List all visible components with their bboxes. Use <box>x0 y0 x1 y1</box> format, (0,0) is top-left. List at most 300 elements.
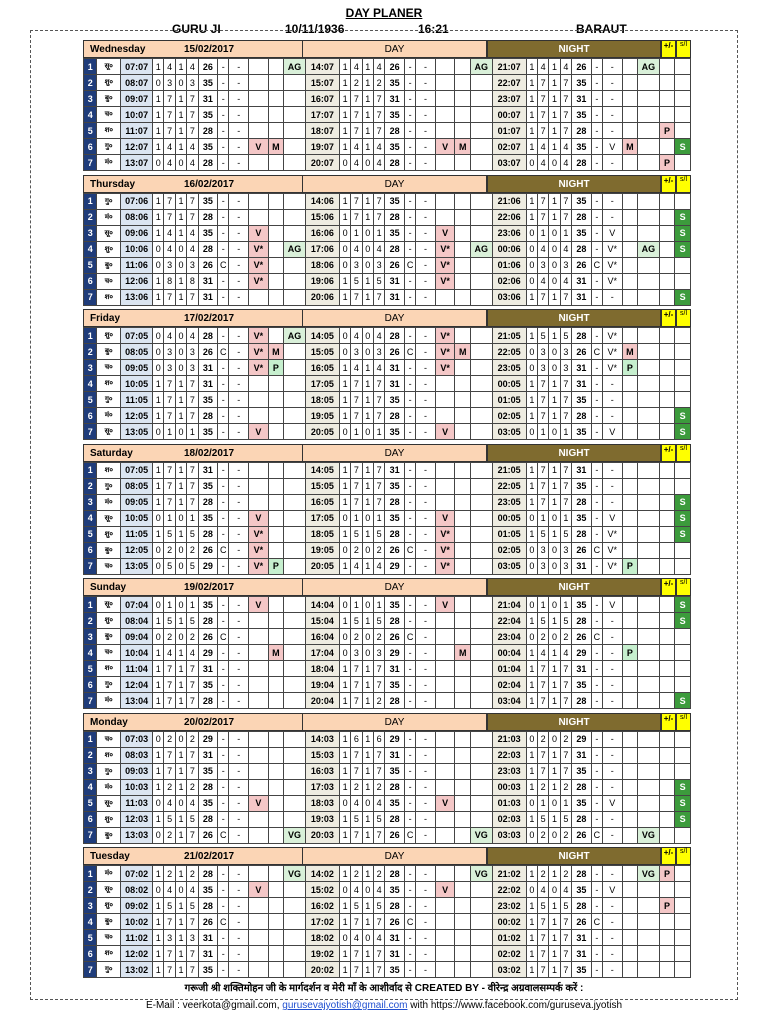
c3-mark: - <box>591 661 602 677</box>
v2-mark: - <box>416 107 436 123</box>
v2-flag <box>435 193 455 209</box>
hora-row <box>84 661 691 677</box>
side-label: s/l <box>676 40 691 58</box>
day-value: 1 <box>153 193 164 209</box>
day-value: 0 <box>153 360 164 376</box>
day-value: 0 <box>153 257 164 273</box>
night-value: 4 <box>538 241 549 257</box>
night-value: 31 <box>572 930 592 946</box>
v-flag <box>249 107 269 123</box>
c3-mark: - <box>591 193 602 209</box>
c-mark: - <box>218 59 229 75</box>
c3-mark: - <box>591 613 602 629</box>
day2-value: 26 <box>385 257 405 273</box>
side-cell: S <box>675 510 691 526</box>
v-mark: - <box>229 898 249 914</box>
plus-minus-cell <box>659 811 674 827</box>
m2-flag <box>455 763 470 779</box>
day-value: 7 <box>187 91 198 107</box>
row-number: 2 <box>84 613 97 629</box>
day-value: 35 <box>198 225 218 241</box>
day-value: 7 <box>187 693 198 709</box>
c-mark: C <box>218 344 229 360</box>
plus-minus-cell <box>659 328 674 344</box>
ag-flag <box>284 257 306 273</box>
hora-planet: सू० <box>97 225 121 241</box>
day-time-1: 12:07 <box>121 139 153 155</box>
day2-value: 0 <box>339 542 350 558</box>
day-value: 0 <box>175 75 186 91</box>
day2-value: 7 <box>373 827 384 843</box>
night-time: 21:04 <box>492 597 526 613</box>
v2-mark: - <box>416 898 436 914</box>
c-mark: - <box>218 597 229 613</box>
night-section-label: NIGHT <box>487 847 661 865</box>
v3-mark: - <box>603 914 623 930</box>
day-value: 7 <box>187 123 198 139</box>
day2-value: 0 <box>362 424 373 440</box>
row-number: 2 <box>84 344 97 360</box>
day2-value: 4 <box>373 59 384 75</box>
v3-mark: - <box>603 494 623 510</box>
day2-value: 31 <box>385 273 405 289</box>
day2-value: 35 <box>385 392 405 408</box>
day-time-2: 17:04 <box>305 645 339 661</box>
day-value: 4 <box>164 241 175 257</box>
ag-flag <box>284 558 306 574</box>
day-value: 1 <box>175 898 186 914</box>
c-mark: - <box>218 811 229 827</box>
day-value: 7 <box>187 661 198 677</box>
hora-row <box>84 811 691 827</box>
m2-flag <box>455 209 470 225</box>
night-value: 3 <box>538 542 549 558</box>
c2-mark: - <box>404 59 415 75</box>
m-flag <box>268 597 283 613</box>
night-value: 0 <box>549 731 560 747</box>
night-value: 28 <box>572 123 592 139</box>
day-value: 1 <box>175 661 186 677</box>
ag3-flag <box>638 273 660 289</box>
c3-mark: - <box>591 510 602 526</box>
day2-value: 7 <box>351 209 362 225</box>
night-value: 7 <box>538 962 549 978</box>
side-label: s/l <box>676 847 691 865</box>
hora-planet: मं० <box>97 866 121 882</box>
day-time-2: 16:05 <box>305 494 339 510</box>
day-value: 4 <box>164 328 175 344</box>
plus-minus-cell: P <box>659 123 674 139</box>
v-mark: - <box>229 693 249 709</box>
hora-row <box>84 779 691 795</box>
day-time-1: 12:05 <box>121 542 153 558</box>
day2-value: 1 <box>339 289 350 305</box>
day2-value: 3 <box>373 257 384 273</box>
day2-value: 26 <box>385 344 405 360</box>
day2-value: 3 <box>351 645 362 661</box>
day-name: Friday 17/02/2017 <box>83 309 303 327</box>
m-flag: P <box>268 558 283 574</box>
ag-flag <box>284 661 306 677</box>
v3-mark: V* <box>603 344 623 360</box>
v-mark: - <box>229 408 249 424</box>
hora-row <box>84 930 691 946</box>
v3-mark: - <box>603 693 623 709</box>
day2-value: 1 <box>351 597 362 613</box>
m2-flag <box>455 193 470 209</box>
day-name: Monday 20/02/2017 <box>83 713 303 731</box>
day2-value: 0 <box>362 344 373 360</box>
row-number: 5 <box>84 661 97 677</box>
day2-value: 28 <box>385 811 405 827</box>
day-value: 28 <box>198 811 218 827</box>
day-time-2: 15:02 <box>305 882 339 898</box>
day2-value: 1 <box>339 494 350 510</box>
v3-mark: V <box>603 225 623 241</box>
night-value: 31 <box>572 661 592 677</box>
ag2-flag <box>470 677 492 693</box>
day2-value: 1 <box>339 763 350 779</box>
side-cell <box>675 328 691 344</box>
c-mark: C <box>218 827 229 843</box>
c-mark: - <box>218 558 229 574</box>
ag3-flag: AG <box>638 241 660 257</box>
c3-mark: C <box>591 344 602 360</box>
night-time: 01:03 <box>492 795 526 811</box>
v-mark: - <box>229 866 249 882</box>
m3-flag <box>622 209 637 225</box>
night-value: 7 <box>538 494 549 510</box>
night-value: 7 <box>538 763 549 779</box>
v-flag: V* <box>249 241 269 257</box>
c-mark: - <box>218 289 229 305</box>
email-1[interactable]: veerkota@gmail.com, <box>182 1000 280 1011</box>
m-flag <box>268 289 283 305</box>
v2-flag: V <box>435 225 455 241</box>
ag2-flag <box>470 344 492 360</box>
m-flag <box>268 914 283 930</box>
night-value: 7 <box>538 930 549 946</box>
day-header <box>83 444 691 462</box>
night-value: 31 <box>572 747 592 763</box>
v3-mark: V* <box>603 257 623 273</box>
day-value: 26 <box>198 629 218 645</box>
day2-value: 0 <box>339 328 350 344</box>
hora-row <box>84 75 691 91</box>
day-value: 7 <box>187 392 198 408</box>
day-value: 1 <box>153 930 164 946</box>
day2-value: 29 <box>385 645 405 661</box>
m3-flag <box>622 930 637 946</box>
day2-value: 1 <box>339 613 350 629</box>
night-value: 0 <box>549 360 560 376</box>
day2-value: 7 <box>373 289 384 305</box>
day-value: 1 <box>153 693 164 709</box>
side-cell <box>675 763 691 779</box>
row-number: 7 <box>84 693 97 709</box>
day-value: 3 <box>164 344 175 360</box>
day-value: 1 <box>153 661 164 677</box>
ag2-flag <box>470 478 492 494</box>
hora-planet: सू० <box>97 510 121 526</box>
day-value: 2 <box>164 731 175 747</box>
c3-mark: C <box>591 542 602 558</box>
m-flag <box>268 273 283 289</box>
day-value: 1 <box>153 494 164 510</box>
day2-value: 1 <box>362 763 373 779</box>
ag-flag <box>284 597 306 613</box>
ag2-flag <box>470 209 492 225</box>
hora-planet: सू० <box>97 59 121 75</box>
v-flag <box>249 827 269 843</box>
day2-value: 5 <box>351 811 362 827</box>
m3-flag <box>622 526 637 542</box>
night-value: 7 <box>560 91 571 107</box>
native-dob: 10/11/1936 <box>285 22 345 36</box>
native-time: 16:21 <box>418 22 449 36</box>
plus-minus-cell <box>659 731 674 747</box>
side-cell <box>675 542 691 558</box>
ag-flag <box>284 510 306 526</box>
v2-flag <box>435 866 455 882</box>
day-time-1: 09:03 <box>121 763 153 779</box>
hora-row <box>84 360 691 376</box>
facebook-link[interactable]: with https://www.facebook.com/guruseva.jyotish <box>410 1000 623 1011</box>
day-time-2: 15:05 <box>305 478 339 494</box>
day2-value: 1 <box>339 827 350 843</box>
day2-value: 7 <box>351 827 362 843</box>
hora-planet: बु० <box>97 914 121 930</box>
day-time-1: 07:03 <box>121 731 153 747</box>
c2-mark: C <box>404 257 415 273</box>
ag3-flag <box>638 914 660 930</box>
plus-minus-cell <box>659 779 674 795</box>
night-value: 7 <box>560 677 571 693</box>
day2-value: 7 <box>351 494 362 510</box>
day2-value: 2 <box>351 866 362 882</box>
day-value: 5 <box>187 526 198 542</box>
day-value: 0 <box>175 510 186 526</box>
ag3-flag <box>638 779 660 795</box>
night-value: 1 <box>526 946 537 962</box>
hora-row <box>84 155 691 171</box>
hora-row <box>84 344 691 360</box>
side-cell <box>675 930 691 946</box>
day-time-2: 14:07 <box>305 59 339 75</box>
night-value: 7 <box>560 747 571 763</box>
side-cell <box>675 747 691 763</box>
night-value: 7 <box>560 661 571 677</box>
hora-planet: मं० <box>97 779 121 795</box>
c3-mark: - <box>591 59 602 75</box>
m-flag <box>268 677 283 693</box>
hora-planet: शु० <box>97 75 121 91</box>
day2-value: 7 <box>373 946 384 962</box>
m3-flag <box>622 424 637 440</box>
night-value: 0 <box>526 424 537 440</box>
day-time-2: 20:07 <box>305 155 339 171</box>
row-number: 3 <box>84 629 97 645</box>
hora-row <box>84 693 691 709</box>
day-value: 0 <box>175 344 186 360</box>
day-value: 7 <box>187 408 198 424</box>
day-value: 1 <box>175 645 186 661</box>
hora-planet: च० <box>97 645 121 661</box>
day2-value: 0 <box>339 510 350 526</box>
v-mark: - <box>229 930 249 946</box>
night-value: 31 <box>572 273 592 289</box>
day2-value: 1 <box>362 91 373 107</box>
c-mark: - <box>218 494 229 510</box>
m3-flag <box>622 661 637 677</box>
day-value: 28 <box>198 898 218 914</box>
hora-planet: सू० <box>97 882 121 898</box>
night-value: 1 <box>549 693 560 709</box>
v2-mark: - <box>416 866 436 882</box>
night-value: 7 <box>538 914 549 930</box>
day-value: 35 <box>198 962 218 978</box>
night-value: 1 <box>526 193 537 209</box>
v-mark: - <box>229 811 249 827</box>
night-time: 23:04 <box>492 629 526 645</box>
day-time-1: 12:06 <box>121 273 153 289</box>
ag-flag <box>284 139 306 155</box>
c2-mark: - <box>404 494 415 510</box>
ag2-flag <box>470 328 492 344</box>
v2-flag <box>435 914 455 930</box>
day-value: 31 <box>198 360 218 376</box>
night-value: 0 <box>549 155 560 171</box>
day-value: 1 <box>153 392 164 408</box>
ag3-flag <box>638 645 660 661</box>
side-cell <box>675 392 691 408</box>
plus-minus-cell <box>659 344 674 360</box>
c-mark: - <box>218 613 229 629</box>
day2-value: 0 <box>362 795 373 811</box>
hora-planet: मं० <box>97 494 121 510</box>
ag-flag <box>284 360 306 376</box>
ag3-flag <box>638 795 660 811</box>
day-value: 28 <box>198 241 218 257</box>
c3-mark: - <box>591 289 602 305</box>
v-flag <box>249 763 269 779</box>
day-time-1: 13:05 <box>121 558 153 574</box>
night-value: 1 <box>549 139 560 155</box>
day-value: 0 <box>175 241 186 257</box>
c-mark: - <box>218 328 229 344</box>
m-flag <box>268 795 283 811</box>
c-mark: C <box>218 629 229 645</box>
c3-mark: - <box>591 392 602 408</box>
v2-mark: - <box>416 677 436 693</box>
day-value: 1 <box>175 289 186 305</box>
night-value: 28 <box>572 408 592 424</box>
v3-mark: - <box>603 155 623 171</box>
v3-mark: - <box>603 677 623 693</box>
night-value: 35 <box>572 795 592 811</box>
day2-value: 1 <box>362 613 373 629</box>
day-value: 1 <box>175 478 186 494</box>
day-value: 4 <box>187 795 198 811</box>
night-value: 0 <box>549 827 560 843</box>
ag-flag <box>284 75 306 91</box>
v2-mark: - <box>416 811 436 827</box>
night-value: 1 <box>526 478 537 494</box>
day-time-1: 08:07 <box>121 75 153 91</box>
night-value: 1 <box>549 376 560 392</box>
day2-value: 6 <box>373 731 384 747</box>
email-2-link[interactable]: gurusevajyotish@gmail.com <box>282 1000 408 1011</box>
day-time-2: 16:02 <box>305 898 339 914</box>
hora-table <box>83 865 691 978</box>
v2-mark: - <box>416 257 436 273</box>
v-mark: - <box>229 424 249 440</box>
v-mark: - <box>229 123 249 139</box>
day2-value: 1 <box>351 424 362 440</box>
plus-minus-cell <box>659 677 674 693</box>
v2-flag: V* <box>435 542 455 558</box>
hora-planet: शु० <box>97 613 121 629</box>
night-value: 1 <box>526 376 537 392</box>
hora-row <box>84 328 691 344</box>
v-mark: - <box>229 59 249 75</box>
plus-minus-cell <box>659 91 674 107</box>
v-mark: - <box>229 779 249 795</box>
night-value: 0 <box>549 344 560 360</box>
ag3-flag <box>638 462 660 478</box>
ag2-flag: VG <box>470 866 492 882</box>
m3-flag: P <box>622 360 637 376</box>
plus-minus-cell <box>659 661 674 677</box>
plus-minus-label: +/- <box>661 578 676 596</box>
ag3-flag <box>638 510 660 526</box>
m2-flag <box>455 510 470 526</box>
hora-row <box>84 59 691 75</box>
day-time-2: 17:03 <box>305 779 339 795</box>
day-value: 7 <box>187 946 198 962</box>
v-mark: - <box>229 328 249 344</box>
night-value: 1 <box>549 392 560 408</box>
night-value: 7 <box>538 677 549 693</box>
day2-value: 4 <box>351 795 362 811</box>
day-value: 0 <box>175 542 186 558</box>
c2-mark: - <box>404 510 415 526</box>
c3-mark: C <box>591 629 602 645</box>
ag-flag <box>284 542 306 558</box>
day2-value: 7 <box>373 376 384 392</box>
c2-mark: C <box>404 629 415 645</box>
night-time: 00:03 <box>492 779 526 795</box>
side-label: s/l <box>676 713 691 731</box>
night-value: 3 <box>560 558 571 574</box>
m3-flag <box>622 494 637 510</box>
night-value: 0 <box>526 360 537 376</box>
night-value: 3 <box>560 257 571 273</box>
row-number: 5 <box>84 123 97 139</box>
day-value: 1 <box>175 273 186 289</box>
ag3-flag <box>638 478 660 494</box>
night-value: 1 <box>549 661 560 677</box>
v2-mark: - <box>416 763 436 779</box>
plus-minus-cell <box>659 107 674 123</box>
m2-flag <box>455 59 470 75</box>
c3-mark: - <box>591 328 602 344</box>
m2-flag <box>455 257 470 273</box>
night-value: 7 <box>538 478 549 494</box>
night-time: 01:05 <box>492 526 526 542</box>
c2-mark: - <box>404 155 415 171</box>
day2-value: 7 <box>351 123 362 139</box>
